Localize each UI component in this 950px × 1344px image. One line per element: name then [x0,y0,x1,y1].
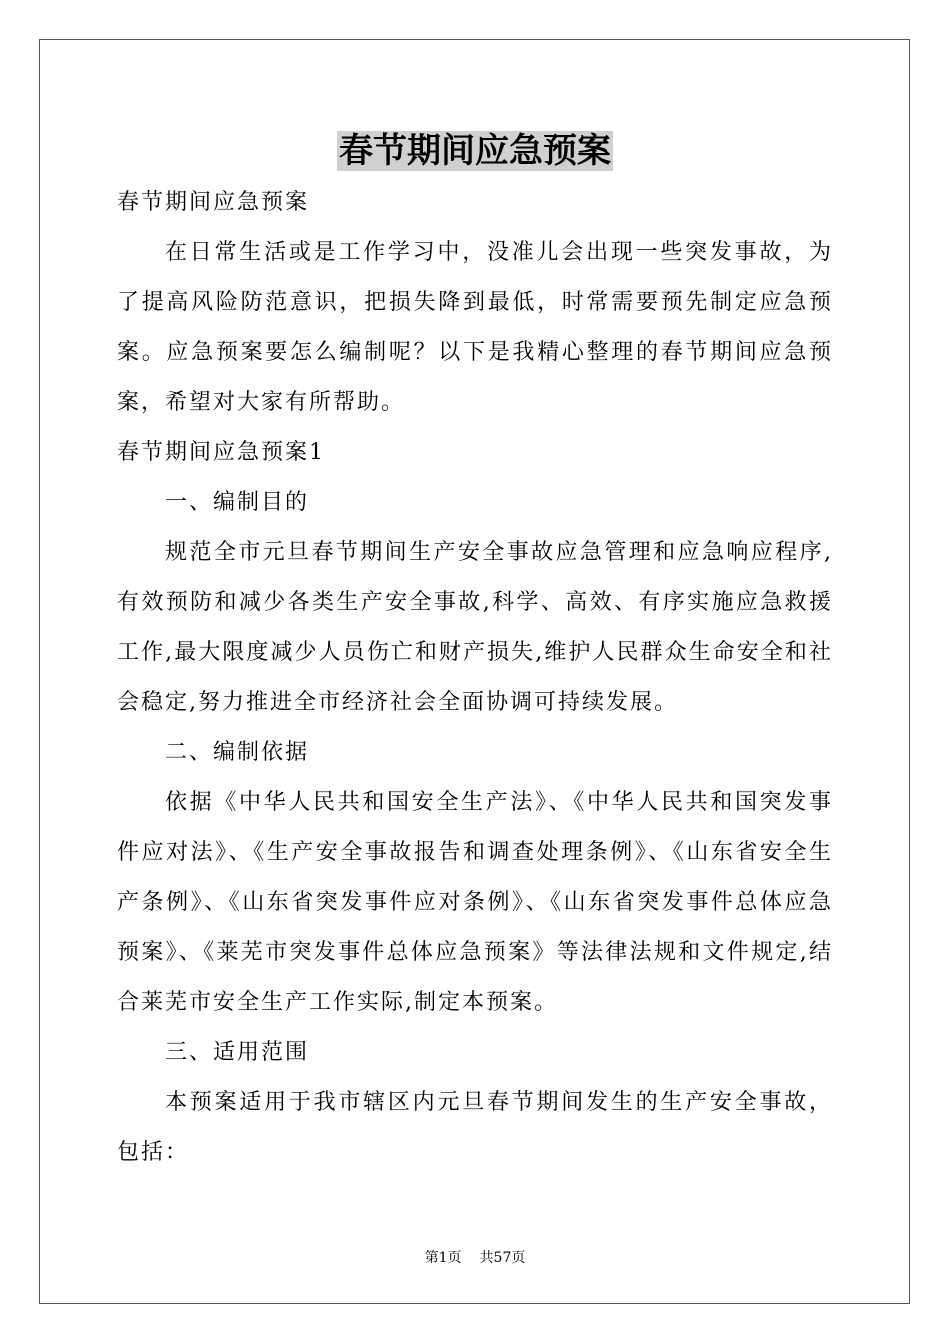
heading-purpose: 一、编制目的 [165,490,310,515]
document-title-text: 春节期间应急预案 [339,131,611,171]
document-body [117,178,833,1178]
paragraph-purpose: 规范全市元旦春节期间生产安全事故应急管理和应急响应程序,有效预防和减少各类生产安全事故,科学、高效、有序实施应急救援工作,最大限度减少人员伤亡和财产损失,维护人民群众生命安全和社会稳定,努力推进全市经济社会全面协调可持续发展。 [117,540,833,715]
document-title [0,128,950,174]
paragraph-scope: 本预案适用于我市辖区内元旦春节期间发生的生产安全事故，包括： [117,1090,833,1165]
page-footer [0,1248,950,1268]
intro-paragraph: 在日常生活或是工作学习中，没准儿会出现一些突发事故，为了提高风险防范意识，把损失降到最低，时常需要预先制定应急预案。应急预案要怎么编制呢？以下是我精心整理的春节期间应急预案，希望对大家有所帮助。 [117,240,833,415]
section-title: 春节期间应急预案1 [117,440,325,465]
heading-scope: 三、适用范围 [165,1040,310,1065]
page-total: 共57页 [479,1250,526,1266]
document-subtitle: 春节期间应急预案 [117,190,310,215]
paragraph-basis: 依据《中华人民共和国安全生产法》、《中华人民共和国突发事件应对法》、《生产安全事故报告和调查处理条例》、《山东省安全生产条例》、《山东省突发事件应对条例》、《山东省突发事件总体应急预案》、《莱芜市突发事件总体应急预案》等法律法规和文件规定,结合莱芜市安全生产工作实际,制定本预案。 [117,790,833,1015]
heading-basis: 二、编制依据 [165,740,310,765]
page-number: 第1页 [424,1250,462,1266]
